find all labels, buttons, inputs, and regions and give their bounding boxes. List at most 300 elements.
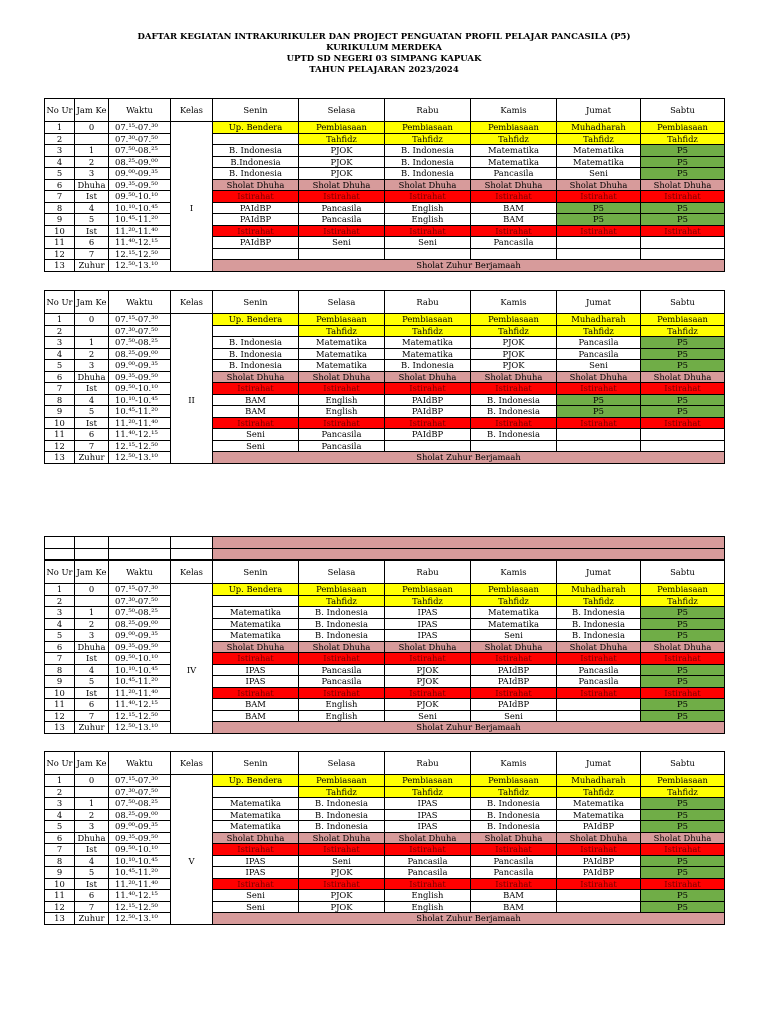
kelas-cell (171, 383, 213, 395)
table-row (45, 156, 725, 168)
schedule-cell: Matematika (471, 145, 557, 157)
schedule-cell: Istirahat (641, 687, 725, 699)
kelas-cell: V (171, 855, 213, 867)
schedule-cell: Tahfidz (385, 595, 471, 607)
table-row (45, 676, 725, 688)
schedule-cell: BAM (471, 202, 557, 214)
schedule-cell: English (299, 710, 385, 722)
row-number: 6 (45, 179, 75, 191)
row-number: 7 (45, 383, 75, 395)
schedule-cell: PJOK (299, 901, 385, 913)
schedule-cell: BAM (471, 901, 557, 913)
column-header: Senin (213, 561, 299, 584)
schedule-cell: B. Indonesia (385, 168, 471, 180)
column-header: Kelas (171, 752, 213, 775)
time-range: 07.³⁰-07.⁵⁰ (109, 786, 171, 798)
schedule-cell: IPAS (213, 664, 299, 676)
schedule-cell: Pembiasaan (471, 584, 557, 596)
row-number: 8 (45, 202, 75, 214)
row-number: 7 (45, 653, 75, 665)
schedule-cell: P5 (641, 360, 725, 372)
schedule-cell: PAIdBP (471, 699, 557, 711)
schedule-cell: Muhadharah (557, 584, 641, 596)
schedule-cell: Istirahat (213, 225, 299, 237)
kelas-cell (171, 179, 213, 191)
row-number: 13 (45, 913, 75, 925)
schedule-cell: Pancasila (471, 237, 557, 249)
schedule-cell: Tahfidz (299, 325, 385, 337)
schedule-cell: Istirahat (385, 687, 471, 699)
row-number: 1 (45, 775, 75, 787)
schedule-cell: PJOK (471, 348, 557, 360)
jam-ke: Ist (75, 225, 109, 237)
column-header: Kamis (471, 561, 557, 584)
column-header: Jam Ke (75, 752, 109, 775)
column-header: Selasa (299, 561, 385, 584)
kelas-cell (171, 710, 213, 722)
time-range: 07.⁵⁰-08.²⁵ (109, 145, 171, 157)
row-number: 4 (45, 348, 75, 360)
schedule-cell: PJOK (385, 699, 471, 711)
column-header: Sabtu (641, 291, 725, 314)
schedule-cell: Istirahat (385, 225, 471, 237)
table-row (45, 314, 725, 326)
schedule-cell: PAIdBP (385, 429, 471, 441)
schedule-cell (641, 248, 725, 260)
jam-ke: 7 (75, 440, 109, 452)
jam-ke: 2 (75, 156, 109, 168)
schedule-cell: Pancasila (299, 664, 385, 676)
blank-header-rows (44, 536, 725, 560)
time-range: 07.⁵⁰-08.²⁵ (109, 607, 171, 619)
column-header: Rabu (385, 752, 471, 775)
schedule-cell: Istirahat (213, 383, 299, 395)
jam-ke (75, 133, 109, 145)
time-range: 12.⁵⁰-13.¹⁰ (109, 722, 171, 734)
zuhur-merged-cell: Sholat Zuhur Berjamaah (213, 722, 725, 734)
schedule-cell: P5 (641, 168, 725, 180)
schedule-cell: P5 (641, 214, 725, 226)
time-range: 07.¹⁵-07.³⁰ (109, 122, 171, 134)
table-row (45, 913, 725, 925)
schedule-cell: PJOK (299, 168, 385, 180)
kelas-cell (171, 676, 213, 688)
schedule-cell: Sholat Dhuha (471, 179, 557, 191)
schedule-cell: PAIdBP (557, 855, 641, 867)
table-row (45, 260, 725, 272)
schedule-cell: Istirahat (299, 687, 385, 699)
kelas-cell (171, 809, 213, 821)
jam-ke: 5 (75, 867, 109, 879)
table-row (45, 901, 725, 913)
column-header: Jumat (557, 99, 641, 122)
schedule-cell: PAIdBP (213, 214, 299, 226)
schedule-cell: Matematika (213, 798, 299, 810)
column-header: Selasa (299, 99, 385, 122)
jam-ke: 6 (75, 890, 109, 902)
column-header: Jumat (557, 561, 641, 584)
jam-ke: 6 (75, 699, 109, 711)
schedule-cell: PAIdBP (213, 202, 299, 214)
schedule-cell: Matematika (471, 618, 557, 630)
table-header-row (45, 561, 725, 584)
row-number: 8 (45, 394, 75, 406)
jam-ke: 3 (75, 360, 109, 372)
jam-ke: 3 (75, 168, 109, 180)
schedule-cell: Matematika (213, 630, 299, 642)
time-range: 07.³⁰-07.⁵⁰ (109, 595, 171, 607)
schedule-cell: Tahfidz (641, 133, 725, 145)
table-row (45, 371, 725, 383)
schedule-cell: B. Indonesia (385, 145, 471, 157)
row-number: 12 (45, 440, 75, 452)
schedule-cell: Istirahat (557, 653, 641, 665)
schedule-cell: Pembiasaan (641, 775, 725, 787)
schedule-cell: Seni (299, 855, 385, 867)
schedule-cell: Istirahat (385, 191, 471, 203)
schedule-cell: PJOK (385, 676, 471, 688)
schedule-cell: Pancasila (299, 440, 385, 452)
time-range: 07.¹⁵-07.³⁰ (109, 775, 171, 787)
kelas-cell (171, 687, 213, 699)
schedule-cell: Pembiasaan (471, 122, 557, 134)
schedule-cell: Istirahat (557, 225, 641, 237)
schedule-cell: P5 (641, 156, 725, 168)
schedule-cell: PAIdBP (385, 394, 471, 406)
schedule-cell: Istirahat (385, 878, 471, 890)
schedule-cell: Seni (385, 237, 471, 249)
schedule-cell: IPAS (385, 607, 471, 619)
row-number: 2 (45, 786, 75, 798)
time-range: 12.¹⁵-12.⁵⁰ (109, 901, 171, 913)
column-header: Waktu (109, 291, 171, 314)
schedule-cell: English (385, 202, 471, 214)
schedule-cell: IPAS (385, 618, 471, 630)
schedule-cell: B. Indonesia (299, 809, 385, 821)
kelas-cell (171, 607, 213, 619)
table-header-row (45, 752, 725, 775)
time-range: 10.¹⁰-10.⁴⁵ (109, 202, 171, 214)
schedule-cell: Istirahat (213, 844, 299, 856)
time-range: 09.⁰⁰-09.³⁵ (109, 360, 171, 372)
schedule-cell: PJOK (385, 664, 471, 676)
schedule-cell: Pancasila (299, 429, 385, 441)
time-range: 07.¹⁵-07.³⁰ (109, 314, 171, 326)
table-row (45, 855, 725, 867)
row-number: 10 (45, 225, 75, 237)
schedule-cell: Pembiasaan (299, 584, 385, 596)
schedule-cell: Istirahat (557, 417, 641, 429)
row-number: 2 (45, 595, 75, 607)
schedule-cell: BAM (471, 214, 557, 226)
schedule-cell: Istirahat (299, 191, 385, 203)
schedule-cell: Tahfidz (471, 786, 557, 798)
time-range: 11.⁴⁰-12.¹⁵ (109, 237, 171, 249)
row-number: 3 (45, 607, 75, 619)
time-range: 09.⁵⁰-10.¹⁰ (109, 844, 171, 856)
column-header: Sabtu (641, 752, 725, 775)
zuhur-merged-cell: Sholat Zuhur Berjamaah (213, 260, 725, 272)
schedule-cell: Matematika (385, 337, 471, 349)
schedule-cell: Tahfidz (385, 325, 471, 337)
schedule-cell (557, 440, 641, 452)
row-number: 6 (45, 371, 75, 383)
row-number: 7 (45, 191, 75, 203)
schedule-cell: PAIdBP (557, 821, 641, 833)
table-row (45, 122, 725, 134)
kelas-cell (171, 901, 213, 913)
schedule-cell: Sholat Dhuha (385, 832, 471, 844)
schedule-cell: Tahfidz (385, 786, 471, 798)
kelas-cell (171, 417, 213, 429)
schedule-cell: Sholat Dhuha (641, 832, 725, 844)
kelas-cell (171, 786, 213, 798)
schedule-cell (213, 786, 299, 798)
table-row (45, 786, 725, 798)
time-range: 09.⁵⁰-10.¹⁰ (109, 191, 171, 203)
table-header-row (45, 99, 725, 122)
schedule-cell: BAM (213, 394, 299, 406)
row-number: 13 (45, 260, 75, 272)
jam-ke: Ist (75, 878, 109, 890)
kelas-cell (171, 630, 213, 642)
table-row (45, 699, 725, 711)
jam-ke: Ist (75, 191, 109, 203)
jam-ke: 1 (75, 145, 109, 157)
schedule-cell: P5 (641, 145, 725, 157)
time-range: 09.³⁵-09.⁵⁰ (109, 832, 171, 844)
schedule-cell: Istirahat (557, 383, 641, 395)
schedule-cell: Istirahat (213, 417, 299, 429)
jam-ke: 5 (75, 676, 109, 688)
schedule-cell: PJOK (299, 867, 385, 879)
table-row (45, 191, 725, 203)
schedule-cell: Sholat Dhuha (471, 371, 557, 383)
column-header: Jam Ke (75, 99, 109, 122)
schedule-cell: Istirahat (471, 225, 557, 237)
schedule-cell: Istirahat (641, 844, 725, 856)
jam-ke: Ist (75, 844, 109, 856)
column-header: Kamis (471, 99, 557, 122)
schedule-cell (557, 901, 641, 913)
schedule-cell: Istirahat (299, 653, 385, 665)
schedule-cell: Pancasila (471, 168, 557, 180)
kelas-cell (171, 653, 213, 665)
schedule-cell: Sholat Dhuha (299, 641, 385, 653)
schedule-cell: Istirahat (385, 417, 471, 429)
kelas-cell (171, 360, 213, 372)
schedule-cell: Istirahat (471, 687, 557, 699)
schedule-cell: Matematika (557, 809, 641, 821)
row-number: 3 (45, 337, 75, 349)
column-header: Sabtu (641, 561, 725, 584)
jam-ke: Dhuha (75, 641, 109, 653)
column-header: Rabu (385, 291, 471, 314)
column-header: Selasa (299, 291, 385, 314)
title-line-4: TAHUN PELAJARAN 2023/2024 (309, 65, 459, 75)
column-header: No Ur (45, 561, 75, 584)
zuhur-merged-cell: Sholat Zuhur Berjamaah (213, 452, 725, 464)
kelas-cell (171, 406, 213, 418)
schedule-cell: Muhadharah (557, 122, 641, 134)
row-number: 6 (45, 832, 75, 844)
row-number: 4 (45, 809, 75, 821)
time-range: 09.⁵⁰-10.¹⁰ (109, 383, 171, 395)
time-range: 12.⁵⁰-13.¹⁰ (109, 913, 171, 925)
jam-ke: 4 (75, 855, 109, 867)
schedule-cell: Istirahat (299, 225, 385, 237)
schedule-cell: Pancasila (299, 202, 385, 214)
schedule-cell (557, 237, 641, 249)
row-number: 9 (45, 406, 75, 418)
column-header: No Ur (45, 99, 75, 122)
schedule-cell: English (385, 214, 471, 226)
schedule-cell: Sholat Dhuha (557, 641, 641, 653)
jam-ke: 0 (75, 314, 109, 326)
column-header: Jumat (557, 291, 641, 314)
time-range: 08.²⁵-09.⁰⁰ (109, 618, 171, 630)
schedule-cell: P5 (641, 618, 725, 630)
jam-ke: 5 (75, 406, 109, 418)
schedule-cell: Istirahat (557, 844, 641, 856)
time-range: 09.³⁵-09.⁵⁰ (109, 179, 171, 191)
schedule-cell: P5 (641, 855, 725, 867)
schedule-cell: Istirahat (641, 225, 725, 237)
schedule-cell: B. Indonesia (471, 798, 557, 810)
schedule-cell: P5 (641, 202, 725, 214)
schedule-cell: P5 (641, 664, 725, 676)
schedule-cell: Istirahat (641, 383, 725, 395)
schedule-cell (557, 710, 641, 722)
schedule-cell: Matematika (471, 607, 557, 619)
table-row (45, 890, 725, 902)
schedule-cell: Istirahat (213, 878, 299, 890)
schedule-cell: Istirahat (641, 653, 725, 665)
schedule-cell: Sholat Dhuha (641, 371, 725, 383)
schedule-cell: Istirahat (299, 844, 385, 856)
time-range: 10.⁴⁵-11.²⁰ (109, 406, 171, 418)
schedule-cell: English (385, 901, 471, 913)
table-row (45, 325, 725, 337)
time-range: 10.⁴⁵-11.²⁰ (109, 676, 171, 688)
time-range: 11.²⁰-11.⁴⁰ (109, 687, 171, 699)
jam-ke: 4 (75, 394, 109, 406)
schedule-cell: P5 (641, 867, 725, 879)
schedule-cell: P5 (641, 676, 725, 688)
schedule-cell: Muhadharah (557, 775, 641, 787)
jam-ke: 1 (75, 798, 109, 810)
schedule-cell: P5 (641, 630, 725, 642)
time-range: 11.⁴⁰-12.¹⁵ (109, 699, 171, 711)
row-number: 10 (45, 417, 75, 429)
schedule-cell: Seni (213, 429, 299, 441)
row-number: 12 (45, 248, 75, 260)
row-number: 7 (45, 844, 75, 856)
schedule-cell: Up. Bendera (213, 314, 299, 326)
time-range: 10.⁴⁵-11.²⁰ (109, 214, 171, 226)
column-header: Senin (213, 291, 299, 314)
table-row (45, 360, 725, 372)
jam-ke: 5 (75, 214, 109, 226)
schedule-cell: B. Indonesia (213, 337, 299, 349)
schedule-cell: Tahfidz (471, 595, 557, 607)
kelas-cell (171, 775, 213, 787)
jam-ke: 4 (75, 202, 109, 214)
jam-ke: 4 (75, 664, 109, 676)
table-row (45, 133, 725, 145)
schedule-cell: IPAS (213, 855, 299, 867)
schedule-cell: Pancasila (299, 214, 385, 226)
schedule-cell: Istirahat (385, 653, 471, 665)
schedule-cell: PAIdBP (471, 676, 557, 688)
schedule-cell: B. Indonesia (471, 809, 557, 821)
jam-ke: Ist (75, 687, 109, 699)
jam-ke (75, 786, 109, 798)
table-row (45, 225, 725, 237)
time-range: 12.¹⁵-12.⁵⁰ (109, 248, 171, 260)
kelas-cell (171, 890, 213, 902)
schedule-cell (385, 248, 471, 260)
schedule-cell: Matematika (471, 156, 557, 168)
schedule-cell: Matematika (299, 360, 385, 372)
schedule-cell: Sholat Dhuha (557, 179, 641, 191)
table-row (45, 394, 725, 406)
kelas-cell (171, 191, 213, 203)
schedule-cell: Seni (213, 901, 299, 913)
schedule-cell: Istirahat (641, 878, 725, 890)
schedule-cell: P5 (641, 699, 725, 711)
row-number: 4 (45, 618, 75, 630)
schedule-cell: Muhadharah (557, 314, 641, 326)
schedule-cell: Tahfidz (557, 595, 641, 607)
jam-ke: 2 (75, 348, 109, 360)
schedule-cell: P5 (641, 607, 725, 619)
schedule-cell: Tahfidz (299, 595, 385, 607)
schedule-cell: Matematika (299, 337, 385, 349)
time-range: 07.³⁰-07.⁵⁰ (109, 325, 171, 337)
table-row (45, 248, 725, 260)
schedule-cell: BAM (471, 890, 557, 902)
kelas-cell (171, 595, 213, 607)
schedule-cell (641, 429, 725, 441)
table-row (45, 664, 725, 676)
column-header: Kamis (471, 752, 557, 775)
schedule-cell: Pancasila (557, 348, 641, 360)
table-row (45, 584, 725, 596)
table-row (45, 618, 725, 630)
row-number: 12 (45, 710, 75, 722)
kelas-cell (171, 844, 213, 856)
schedule-cell: Tahfidz (641, 595, 725, 607)
title-line-2: KURIKULUM MERDEKA (326, 43, 442, 53)
schedule-cell: Matematika (557, 798, 641, 810)
table-row (45, 722, 725, 734)
column-header: Kelas (171, 561, 213, 584)
schedule-cell: Seni (299, 237, 385, 249)
schedule-cell: Tahfidz (641, 325, 725, 337)
kelas-cell (171, 214, 213, 226)
row-number: 13 (45, 452, 75, 464)
kelas-cell (171, 145, 213, 157)
table-row (45, 867, 725, 879)
row-number: 9 (45, 676, 75, 688)
schedule-cell: Pembiasaan (641, 122, 725, 134)
kelas-cell (171, 248, 213, 260)
schedule-cell: B. Indonesia (299, 618, 385, 630)
schedule-cell: Tahfidz (471, 325, 557, 337)
schedule-cell: Sholat Dhuha (385, 371, 471, 383)
schedule-cell: Sholat Dhuha (471, 641, 557, 653)
